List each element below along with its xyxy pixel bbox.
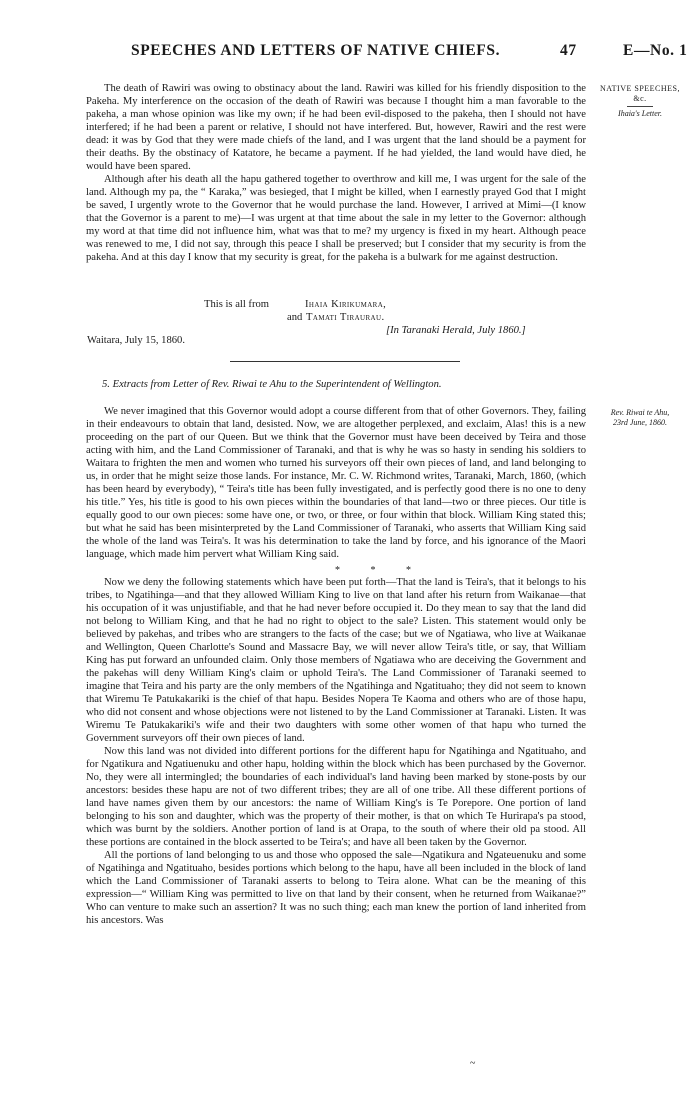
sidenote-letter-name: Ihaia's Letter.	[618, 109, 662, 118]
paragraph: The death of Rawiri was owing to obstinacy about the land. Rawiri was killed for his friendly disposition to the Pakeha. My interference on the occasion of the death of Rawiri was because I thought him a man favorable to the pakeha, a man whose opinion was like my own; if he had been evil-disposed to the pakeha, then I should not have interfered; if he had been a parent or relative, I should not have interfered. But, however, Rawiri and the rest were dead: it was by God that they were made chiefs of the land, and I was urgent that the land should be a payment for their deaths. By the obstinacy of Katatore, he became a payment. If he had yielded, the land would have died, he would have been spared.	[86, 83, 586, 172]
document-reference: E—No. 1	[623, 42, 688, 59]
page-title: SPEECHES AND LETTERS OF NATIVE CHIEFS.	[131, 42, 501, 59]
signatory-tamati: Tamati Tiraurau.	[306, 312, 385, 323]
signature-and: and	[287, 312, 303, 323]
paragraph: We never imagined that this Governor would adopt a course different from that of other Governors. They, failing in their endeavours to obtain that land, desisted. Now, we are altogether perplexed, and exclaim, Alas! this is a new proceeding on the part of our Queen. But we think that the Governor must have been deceived by Teira and those acting with him, and the Land Commissioner of Taranaki, and that is why he was so hasty in sending his soldiers to Waitara to frighten the men and women who turned his surveyors off their own pieces of land, and land belonging to us, in order that he might seize those lands. For instance, Mr. C. W. Richmond writes, Taranaki, March, 1860, (which has been heard by everybody), “ Teira's title has been fully investigated, and is perfectly good there is no one to deny his title.” Yes, his title is good to his own pieces within the boundaries of that land—two or three pieces. Our title is equally good to our own pieces: some have one, or two, or three, or four within that block. William King stated this; but what he said has been misinterpreted by the Land Commissioner of Taranaki, who asserts that William King said the whole of the land was Teira's. It was his determination to take the land by force, and his ignorance of the Maori language, which made him pervert what William King said.	[86, 406, 586, 560]
sidenote-ihaia	[590, 84, 690, 119]
page-number: 47	[560, 42, 577, 59]
section-divider	[230, 361, 460, 362]
paragraph: Now we deny the following statements which have been put forth—That the land is Teira's, that it belongs to his tribes, to Ngatihinga—and that they allowed William King to live on that land after his return from Waikanae—that his occupation of it was unjustifiable, and that he had never before occupied it. Do they mean to say that the land did not belong to William King, and that he had no right to object to the sale? Listen. This statement would only be believed by pakehas, and tribes who are strangers to the facts of the case; but we of Ngatiawa, who live at Waikanae and Wellington, Queen Charlotte's Sound and Massacre Bay, we will never allow Teira's title, or say, that William King has put forward an unfounded claim. Only those members of Ngatiawa who are deceiving the Government and the pakehas will deny William King's claim or uphold Teira's. The Land Commissioner of Taranaki seemed to imagine that Teira and his party are the only members of the Ngatihinga and Ngatituaho; they did not seem to known that Wiremu Te Patukakariki is the chief of that hapu. Besides Nopera Te Kaoma and others who are of those hapu, who did not consent and whose objections were not listened to by the Land Commissioner at Taranaki. Listen. It was Wiremu Te Patukakariki's wife and their two daughters with some other women of that hapu who turned the Government surveyors off their own pieces of land.	[86, 577, 586, 744]
letter-ihaia-body	[86, 82, 586, 264]
sidenote-date: 23rd June, 1860.	[613, 418, 667, 427]
signature-prefix: This is all from	[204, 299, 270, 310]
place-date: Waitara, July 15, 1860.	[87, 335, 186, 346]
sidenote-riwai	[590, 408, 690, 428]
source-citation: [In Taranaki Herald, July 1860.]	[386, 325, 526, 336]
paragraph: All the portions of land belonging to us and those who opposed the sale—Ngatikura and Ngateuenuku and some of Ngatihinga and Ngatituaho, besides portions which belong to the hapu, have all been included in the block of land which the Land Commissioner of Taranaki asserts to belong to Teira alone. What can be the meaning of this expression—“ William King was permitted to live on that land by their consent, when he returned from Waikanae?” Who can venture to make such an assertion? It was no such thing; each man knew the portion of land inherited from his ancestors. Was	[86, 850, 586, 926]
paragraph: Although after his death all the hapu gathered together to overthrow and kill me, I was urgent for the sale of the land. Although my pa, the “ Karaka,” was besieged, that I might be killed, when I earnestly prayed God that I might be saved, I urgently wrote to the Governor that he would purchase the land. However, I arrived at Mimi—(I know that the Governor is a parent to me)—I was urgent at that time about the sale in my letter to the Governor: although my word at that time did not influence him, what was that to me? my urgency is fixed in my heart. Although peace was renewed to me, I did not say, through this peace I shall be preserved; but I consider that my security is from the pakeha. And at this day I know that my security is great, for the pakeha is a bulwark for me against destruction.	[86, 174, 586, 263]
footer-mark: ~	[470, 1058, 476, 1069]
signatory-ihaia: Ihaia Kirikumara,	[305, 299, 387, 310]
section5-part2	[86, 576, 586, 927]
section5-part1	[86, 405, 586, 561]
section-heading: 5. Extracts from Letter of Rev. Riwai te Ahu to the Superintendent of Wellington.	[102, 379, 442, 390]
paragraph: Now this land was not divided into different portions for the different hapu for Ngatihinga and Ngatituaho, and for Ngatikura and Ngatiuenuku and other hapu, holding within the block which has been purchased by the Governor. No, they were all intermingled; the boundaries of each individual's land having been marked by stone-posts by our ancestors: besides these hapu are not of two different tribes; they are all of one tribe. All these different portions of land have names given them by our ancestors: the name of William King's is Te Porepore. One portion of land belonging to his son and daughter, which was the property of their mother, is that on which Te Hurirapa's pa stood, which was burnt by the soldiers. Another portion of land is at Orapa, to the south of where their old pa stood. All these portions are contained in the block asserted to be Teira's; and have all been taken by the Governor.	[86, 746, 586, 848]
asterisks-separator: * * *	[335, 565, 425, 576]
running-header	[0, 42, 700, 64]
sidenote-etc: &c.	[633, 94, 647, 103]
sidenote-author: Rev. Riwai te Ahu,	[610, 408, 670, 417]
sidenote-rule	[627, 106, 653, 107]
sidenote-category: NATIVE SPEECHES,	[599, 84, 680, 93]
